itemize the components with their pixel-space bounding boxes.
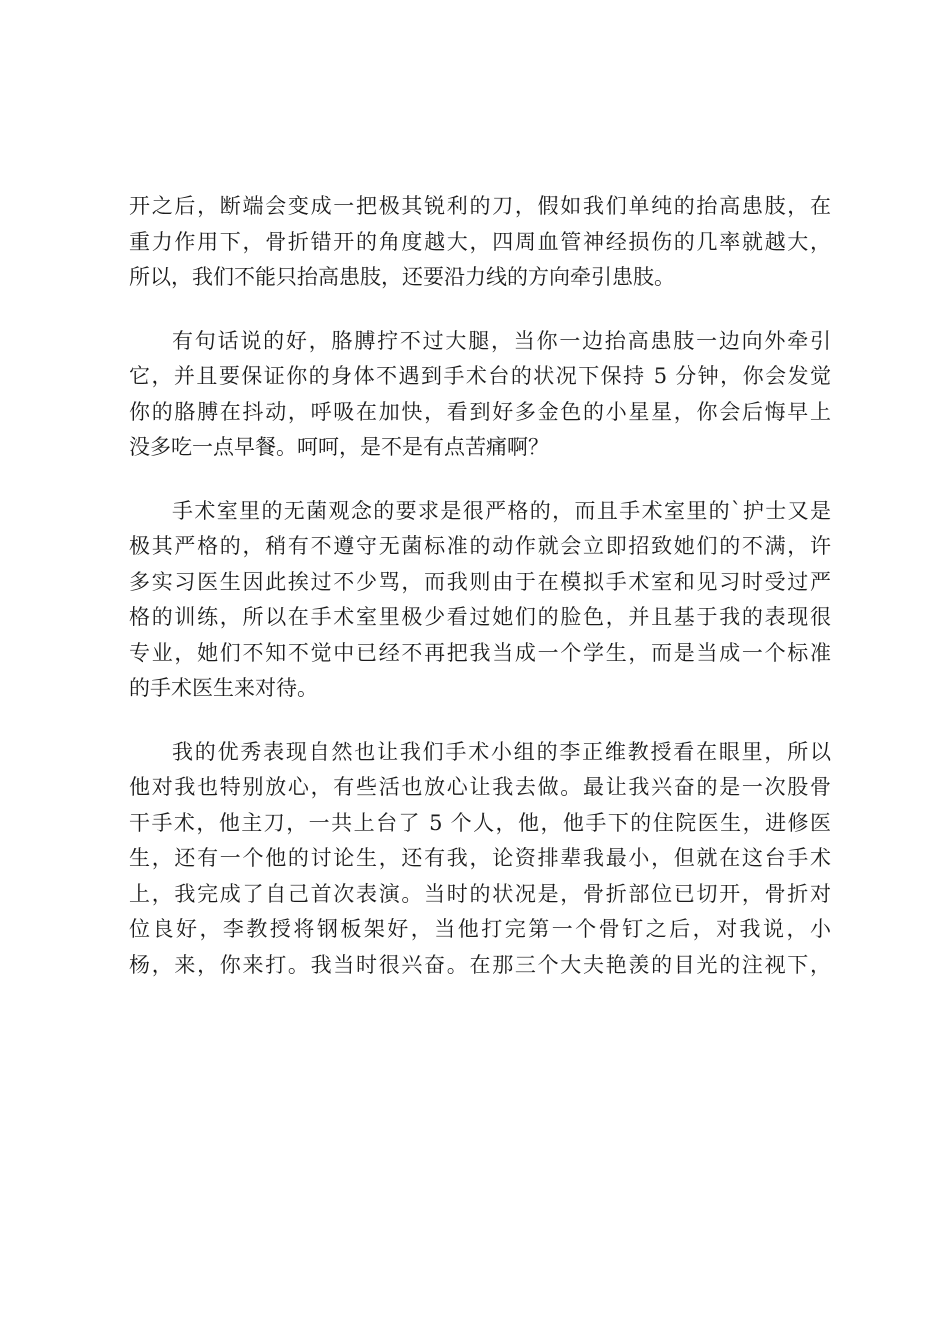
paragraph-line: 有句话说的好，胳膊拧不过大腿，当你一边抬高患肢一边向外牵引 (172, 328, 831, 353)
paragraph-line: 所以，我们不能只抬高患肢，还要沿力线的方向牵引患肢。 (129, 265, 675, 289)
paragraph-2 (129, 324, 831, 466)
paragraph-line: 你的胳膊在抖动，呼吸在加快，看到好多金色的小星星，你会后悔早上 (129, 399, 831, 424)
paragraph-line: 开之后，断端会变成一把极其锐利的刀，假如我们单纯的抬高患肢，在 (129, 194, 831, 218)
paragraph-line: 极其严格的，稍有不遵守无菌标准的动作就会立即招致她们的不满，许 (129, 534, 831, 558)
paragraph-line: 我的优秀表现自然也让我们手术小组的李正维教授看在眼里，所以 (172, 739, 831, 764)
paragraph-line: 上，我完成了自己首次表演。当时的状况是，骨折部位已切开，骨折对 (129, 881, 831, 906)
document-body (129, 189, 831, 983)
paragraph-line: 他对我也特别放心，有些活也放心让我去做。最让我兴奋的是一次股骨 (129, 775, 831, 799)
paragraph-line: 杨，来，你来打。我当时很兴奋。在那三个大夫艳羡的目光的注视下， (129, 952, 831, 977)
paragraph-1 (129, 189, 831, 296)
paragraph-line: 格的训练，所以在手术室里极少看过她们的脸色，并且基于我的表现很 (129, 605, 831, 629)
paragraph-3 (129, 494, 831, 707)
paragraph-line: 生，还有一个他的讨论生，还有我，论资排辈我最小，但就在这台手术 (129, 846, 831, 870)
paragraph-line: 手术室里的无菌观念的要求是很严格的，而且手术室里的`护士又是 (172, 498, 831, 523)
paragraph-line: 重力作用下，骨折错开的角度越大，四周血管神经损伤的几率就越大， (129, 229, 831, 254)
paragraph-line: 它，并且要保证你的身体不遇到手术台的状况下保持 5 分钟，你会发觉 (129, 364, 831, 388)
paragraph-4 (129, 735, 831, 984)
paragraph-line: 位良好，李教授将钢板架好，当他打完第一个骨钉之后，对我说，小 (129, 917, 831, 941)
paragraph-line: 专业，她们不知不觉中已经不再把我当成一个学生，而是当成一个标准 (129, 640, 831, 665)
paragraph-line: 干手术，他主刀，一共上台了 5 个人，他，他手下的住院医生，进修医 (129, 810, 831, 835)
paragraph-line: 没多吃一点早餐。呵呵，是不是有点苦痛啊？ (129, 435, 549, 459)
paragraph-line: 的手术医生来对待。 (129, 676, 318, 700)
paragraph-line: 多实习医生因此挨过不少骂，而我则由于在模拟手术室和见习时受过严 (129, 569, 831, 594)
